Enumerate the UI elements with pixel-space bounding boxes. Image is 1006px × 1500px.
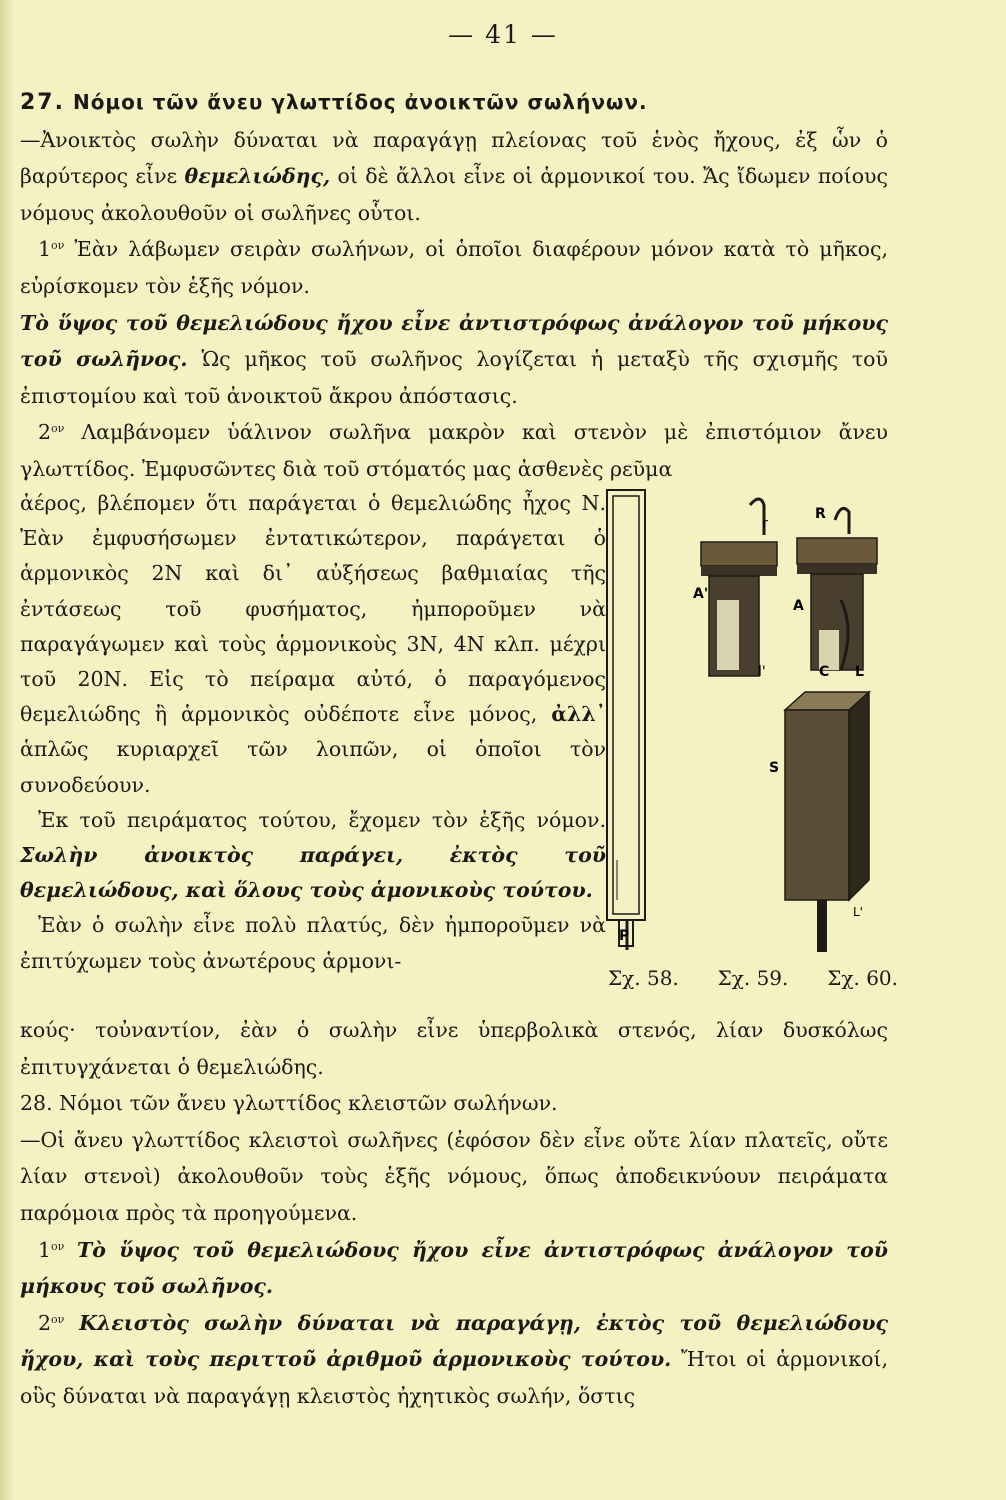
figure-60-label-L2: L' [853,905,863,919]
section-27-heading [20,84,888,122]
main-text-top [20,84,888,488]
page-number: — 41 — [448,20,558,49]
law-open-text: Ἐκ τοῦ πειράματος τούτου, ἔχομεν τὸν ἑξῆς νόμον. [38,807,606,832]
caption-fig-60: Σχ. 60. [827,966,898,990]
section-27-number: 27. [20,90,65,115]
law-open-bold: Σωλὴν ἀνοικτὸς παράγει, ἐκτὸς τοῦ θεμελιώδους, καὶ ὅλους τοὺς ἁμονικοὺς τούτου. [20,843,606,903]
caption-fig-58: Σχ. 58. [608,966,679,990]
closed-law-2-number: 2 [38,1310,52,1335]
figure-60-label-A: A [793,598,804,614]
law-2-sup: ον [51,422,65,436]
section-28-title: Νόμοι τῶν ἄνευ γλωττίδος κλειστῶν σωλήνων. [59,1091,558,1116]
experiment-text: ἀέρος, βλέπομεν ὅτι παράγεται ὁ θεμελιώδης ἦχος Ν. Ἐὰν ἐμφυσήσωμεν ἐντατικώτερον, παράγεται ὁ ἁρμονικὸς 2Ν καὶ δι᾽ αὐξήσεως βαθμιαίας τῆς ἐντάσεως τοῦ φυσήματος, ἠμποροῦμεν νὰ παραγάγωμεν καὶ τοὺς ἁρμονικοὺς 3Ν, 4Ν κλπ. μέχρι τοῦ 20Ν. Εἰς τὸ πείραμα αὐτό, ὁ παραγόμενος θεμελιώδης ἢ ἁρμονικὸς οὐδέποτε εἶνε μόνος, [20,491,606,727]
closed-law-2 [20,1305,888,1415]
figure-60-label-L: L [855,664,864,680]
section-28-intro [20,1122,888,1232]
wide-tube-continuation-text: κούς· τοὐναντίον, ἐὰν ὁ σωλὴν εἶνε ὑπερβολικὰ στενός, λίαν δυσκόλως ἐπιτυγχάνεται ὁ θεμελιώδης. [20,1018,888,1079]
closed-law-2-bold: Κλειστὸς σωλὴν δύναται νὰ παραγάγῃ, ἐκτὸς τοῦ θεμελιώδους ἤχου, καὶ τοὺς περιττοῦ ἀριθμοῦ ἁρμονικοὺς τούτου. [20,1310,888,1372]
wide-tube-continuation [20,1012,888,1085]
closed-law-1-sup: ον [51,1239,65,1253]
experiment-paragraph [20,486,606,803]
section-28-heading [20,1085,888,1122]
law-2-text: Λαμβάνομεν ὑάλινον σωλῆνα μακρὸν καὶ στενὸν μὲ ἐπιστόμιον ἄνευ γλωττίδος. Ἐμφυσῶντες διὰ τοῦ στόματός μας ἀσθενὲς ρεῦμα [20,420,888,481]
figure-60-label-C: C [819,664,830,680]
intro-bold: θεμελιώδης, [184,164,331,189]
figure-59-mouthpiece [693,499,777,680]
text-wrapped-around-figures [20,486,606,979]
closed-law-1-number: 1 [38,1237,52,1262]
law-1-sup: ον [51,239,65,253]
law-1-paragraph [20,231,888,304]
caption-fig-59: Σχ. 59. [717,966,789,990]
figure-60-mouthpiece [769,506,877,952]
figure-60-label-R: R [815,506,826,522]
figure-59-label-r: r [762,516,768,532]
figure-58-label-p: P [619,928,630,944]
closed-law-2-sup: ον [51,1312,65,1326]
figure-58-tube [607,490,645,950]
law-1-text: Ἐὰν λάβωμεν σειρὰν σωλήνων, οἱ ὁποῖοι διαφέρουν μόνον κατὰ τὸ μῆκος, εὑρίσκομεν τὸν ἑξῆς νόμον. [20,237,888,298]
wide-tube-text: Ἐὰν ὁ σωλὴν εἶνε πολὺ πλατύς, δὲν ἠμποροῦμεν νὰ ἐπιτύχωμεν τοὺς ἀνωτέρους ἁρμονι- [20,913,606,973]
figure-58-59-60 [605,480,895,1000]
main-text-bottom [20,1012,888,1415]
experiment-bold: ἀλλ᾽ [551,702,606,727]
closed-law-2-after: Ἤτοι οἱ ἁρμονικοί, οὓς δύναται νὰ παραγάγῃ κλειστὸς ἠχητικὸς σωλήν, ὅστις [20,1347,888,1408]
intro-text-a: —Ἀνοικτὸς σωλὴν δύναται νὰ παραγάγῃ πλείονας τοῦ ἑνὸς ἤχους, ἐξ ὧν ὁ βαρύτερος εἶνε [20,127,888,189]
experiment-end: ἁπλῶς κυριαρχεῖ τῶν λοιπῶν, οἱ ὁποῖοι τὸν συνοδεύουν. [20,737,606,797]
law-1-statement [20,305,888,415]
law-2-paragraph [20,414,888,487]
figure-59-label-A1: A' [693,586,709,602]
section-27-intro [20,122,888,232]
figure-captions [608,966,898,990]
section-28-intro-text: —Οἱ ἄνευ γλωττίδος κλειστοὶ σωλῆνες (ἐφόσον δὲν εἶνε οὔτε λίαν πλατεῖς, οὔτε λίαν στενοὶ) ἀκολουθοῦν τοὺς ἑξῆς νόμους, ὅπως ἀποδεικνύουν πειράματα παρόμοια πρὸς τὰ προηγούμενα. [20,1127,888,1225]
law-open-paragraph [20,803,606,909]
law-1-bold: Τὸ ὕψος τοῦ θεμελιώδους ἤχου εἶνε ἀντιστρόφως ἀνάλογον τοῦ μήκους τοῦ σωλῆνος. [20,310,888,372]
section-27-title: Νόμοι τῶν ἄνευ γλωττίδος ἀνοικτῶν σωλήνων. [72,90,648,114]
intro-text-b: οἱ δὲ ἄλλοι εἶνε οἱ ἁρμονικοί του. [337,164,696,189]
figure-59-label-l1: l' [758,664,766,680]
law-1-number: 1 [38,237,52,262]
closed-law-1 [20,1232,888,1305]
closed-law-1-bold: Τὸ ὕψος τοῦ θεμελιώδους ἤχου εἶνε ἀντιστρόφως ἀνάλογον τοῦ μήκους τοῦ σωλῆνος. [20,1237,888,1299]
figure-60-label-S: S [769,760,780,776]
wide-tube-paragraph [20,908,606,978]
law-2-number: 2 [38,420,52,445]
law-1-after: Ὡς μῆκος τοῦ σωλῆνος λογίζεται ἡ μεταξὺ τῆς σχισμῆς τοῦ ἐπιστομίου καὶ τοῦ ἀνοικτοῦ ἄκρου ἀπόστασις. [20,347,888,408]
page-edge-shadow [0,0,14,1500]
tube-illustration [605,480,895,960]
section-28-number: 28. [20,1091,53,1116]
intro-text-c: Ἄς ἴδωμεν ποίους νόμους ἀκολουθοῦν οἱ σωλῆνες οὗτοι. [20,164,888,225]
